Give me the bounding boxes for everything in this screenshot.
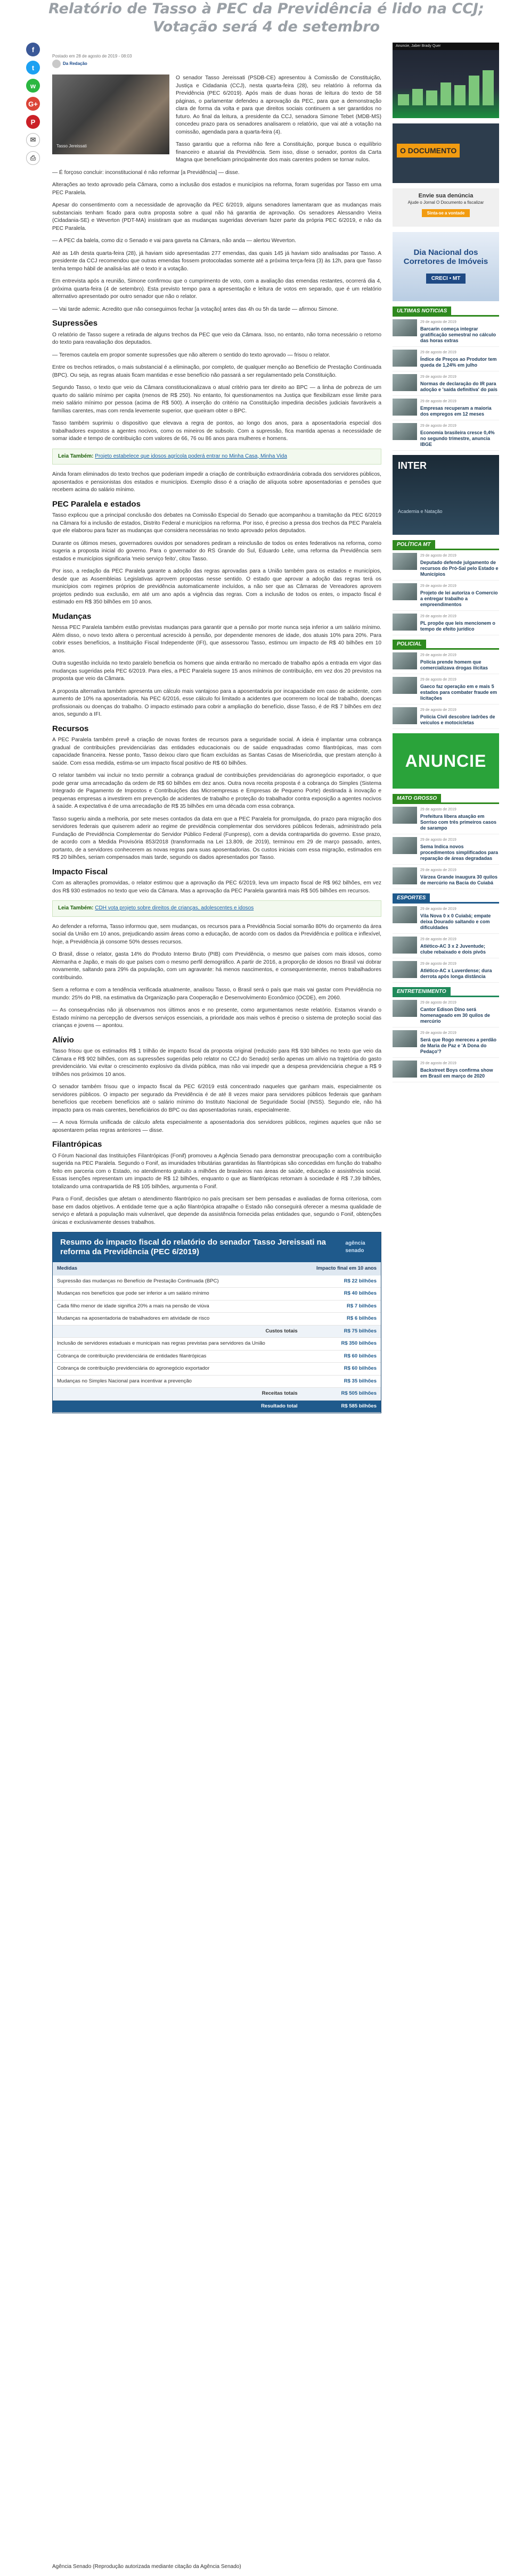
- twitter-share-icon[interactable]: t: [26, 61, 40, 74]
- row-value: R$ 350 bilhões: [302, 1338, 381, 1351]
- section-heading: Impacto Fiscal: [52, 867, 108, 876]
- paragraph: Outra sugestão incluída no texto paralelo beneficia os homens que ainda entrarão no mercado de trabalho após a entrada em vigor das mudanças sugeridas pela PEC 6/2019. Para eles, a PEC Paralela sugere 15 anos mínimos de contribuição, em vez dos 20 previstos na proposta que veio da Câmara.: [52, 660, 381, 682]
- section-heading: Alívio: [52, 1035, 74, 1045]
- news-title[interactable]: Deputado defende julgamento de recursos do Pró-Sal pelo Estado e Municípios: [420, 560, 499, 577]
- ad-banner[interactable]: ANUNCIE: [393, 733, 499, 789]
- row-label: Mudanças na aposentadoria de trabalhadores em atividade de risco: [53, 1313, 302, 1326]
- paragraph: O Fórum Nacional das Instituições Filantrópicas (Fonif) promoveu a Agência Senado para demonstrar preocupação com a contribuição sugerida na PEC Paralela. Segundo o Fonif, as imunidades tributárias garantidas às filantrópicas são concedidas em função do trabalho feito em parceria com o Estado, no atendimento gratuito a milhões de brasileiros nas áreas de saúde, educação e assistência social. Essas isenções representam um impacto de R$ 12 bilhões, enquanto o que as filantrópicas retornam à sociedade é R$ 7,39 bilhões, totalizando uma contrapartida de R$ 105 bilhões, argumenta o Fonif.: [52, 1153, 381, 1190]
- news-title[interactable]: Será que Rogo mereceu a perdão de Maria de Paz e 'A Dona do Pedaço'?: [420, 1037, 497, 1054]
- table-row: [53, 1338, 381, 1351]
- row-value: R$ 60 bilhões: [302, 1363, 381, 1376]
- news-item[interactable]: [393, 550, 499, 581]
- ad-banner[interactable]: [393, 123, 499, 183]
- news-thumbnail: [393, 1000, 417, 1017]
- news-thumbnail: [393, 707, 417, 724]
- news-thumbnail: [393, 399, 417, 416]
- paragraph: O relatório de Tasso sugere a retirada de alguns trechos da PEC que veio da Câmara. Isso, no entanto, não torna necessário o retorno do texto para reavaliação dos deputados.: [52, 332, 381, 345]
- ad-caption: Anuncie, Jaber Brady Quer: [393, 43, 499, 50]
- section-title: ESPORTES: [393, 893, 430, 902]
- paragraph: — As consequências não já observamos nos últimos anos e no presente, como argumentamos neste relatório. Estamos virando o Estado mínimo na percepção de diversos serviços essenciais, a prioridade aos mais velhos é preciso o sistema de proteção social das crianças e jovens — apontou.: [52, 1007, 381, 1029]
- related-label: Leia Também:: [58, 453, 94, 459]
- table-row: [53, 1313, 381, 1326]
- section-title: ENTRETENIMENTO: [393, 987, 451, 996]
- news-thumbnail: [393, 906, 417, 923]
- paragraph: Ao defender a reforma, Tasso informou que, sem mudanças, os recursos para a Previdência Social somarão 80% do orçamento da área social da União em 10 anos, prejudicando assim áreas como a educação, de acordo com os dados da Previdência e política e inflexível, hoje, a Previdência já consome 50% desses recursos.: [52, 923, 381, 945]
- total-label: Custos totais: [53, 1325, 302, 1338]
- author-avatar: [52, 60, 61, 68]
- section-title: MATO GROSSO: [393, 794, 441, 803]
- news-thumbnail: [393, 583, 417, 600]
- news-item[interactable]: [393, 674, 499, 705]
- paragraph: Por isso, a redação da PEC Paralela garante a adoção das regras aprovadas para a União também para os estados e municípios, desde que as Assembleias Legislativas aprovem propostas nesse sentido. O estado que aprovar a adoção das regras terá os municípios com regimes próprios de previdência automaticamente incluídos, a não ser que as Câmaras de Vereadores aprovem projetos pedindo sua exclusão, em até um ano após a vigência das regras. Com a inclusão de todos os entes, o impacto fiscal é estimado em R$ 350 bilhões em 10 anos.: [52, 568, 381, 605]
- post-meta: [52, 53, 132, 68]
- news-date: 29 de agosto de 2019: [420, 554, 456, 558]
- news-thumbnail: [393, 937, 417, 954]
- related-link-box[interactable]: [52, 900, 381, 917]
- whatsapp-share-icon[interactable]: w: [26, 79, 40, 93]
- photo-caption: Tasso Jereissati: [56, 143, 87, 148]
- column-header: Impacto final em 10 anos: [302, 1262, 381, 1275]
- total-value: R$ 75 bilhões: [302, 1325, 381, 1338]
- paragraph: Segundo Tasso, o texto que veio da Câmara constitucionalizava o atual critério para ter direito ao BPC — a linha de pobreza de um quarto do salário mínimo per capita (menos de R$ 250). No entanto, foi questionamentos na Justiça que flexibilizam esse limite para meio salário mínimo por pessoa (acima de R$ 500). A inserção do critério na Constituição impediria decisões judiciais favoráveis a famílias carentes, mas com renda levemente superior, que queiram obter o BPC.: [52, 385, 381, 414]
- result-label: Resultado total: [53, 1400, 302, 1413]
- news-item[interactable]: [393, 904, 499, 934]
- politics-section: [393, 540, 499, 635]
- news-item[interactable]: [393, 317, 499, 347]
- paragraph: Em entrevista após a reunião, Simone confirmou que o cumprimento de voto, com a avaliação das emendas restantes, ocorrerá dia 4, próxima quarta-feira (4 de setembro). Esta previsto tempo para a apresentação e leitura de votos em separado, que é um relatório alternativo apresentado por outro senador que não o relator.: [52, 278, 381, 300]
- news-title[interactable]: Projeto de lei autoriza o Comercio a entregar trabalho a empreendimentos: [420, 590, 498, 607]
- news-date: 29 de agosto de 2019: [420, 653, 456, 657]
- news-date: 29 de agosto de 2019: [420, 938, 456, 941]
- row-label: Mudanças no Simples Nacional para incentivar a prevenção: [53, 1375, 302, 1388]
- news-date: 29 de agosto de 2019: [420, 584, 456, 588]
- news-thumbnail: [393, 1030, 417, 1047]
- news-date: 29 de agosto de 2019: [420, 808, 456, 811]
- news-item[interactable]: [393, 1058, 499, 1082]
- article-body: [52, 74, 381, 1420]
- paragraph: — A nova fórmula unificada de cálculo afeta especialmente a aposentadoria dos servidores públicos, regimes aqueles que não se aposentarem pelas regras anteriores — disse.: [52, 1120, 381, 1133]
- row-value: R$ 60 bilhões: [302, 1350, 381, 1363]
- ad-title: Envie sua denúncia: [418, 193, 474, 199]
- news-item[interactable]: [393, 934, 499, 958]
- news-item[interactable]: [393, 611, 499, 635]
- paragraph: Durante os últimos meses, governadores ouvidos por senadores pediram a reinclusão de todos os entes federativos na reforma, como sugeria a proposta inicial do governo. Para o governador do RS Grande do Sul, Eduardo Leite, uma reforma da Previdência sem estados e municípios significaria 'meio serviço feito', citou Tasso.: [52, 540, 381, 562]
- related-link[interactable]: Projeto estabelece que idosos agrícola poderá entrar no Minha Casa, Minha Vida: [95, 453, 287, 459]
- section-title: POLÍTICA MT: [393, 540, 435, 549]
- news-date: 29 de agosto de 2019: [420, 351, 456, 354]
- news-item[interactable]: [393, 705, 499, 729]
- result-row: [53, 1400, 381, 1413]
- news-thumbnail: [393, 652, 417, 669]
- ad-title: INTER: [398, 460, 427, 471]
- table-row: [53, 1363, 381, 1376]
- paragraph: Tasso também suprimiu o dispositivo que elevava a regra de pontos, ao longo dos anos, para a aposentadoria especial dos trabalhadores expostos a agentes nocivos, como os mineiros de subsolo. Com a supressão, fica mantida apenas a necessidade de somar idade e tempo de contribuição com valores de 66, 76 ou 86 anos para mulheres e homens.: [52, 420, 381, 442]
- row-label: Cobrança de contribuição previdenciária de entidades filantrópicas: [53, 1350, 302, 1363]
- section-heading: Supressões: [52, 319, 98, 328]
- table-row: [53, 1275, 381, 1288]
- news-thumbnail: [393, 1061, 417, 1078]
- entertainment-section: [393, 987, 499, 1082]
- news-thumbnail: [393, 677, 417, 694]
- print-icon[interactable]: ⎙: [26, 151, 40, 165]
- row-value: R$ 7 bilhões: [302, 1300, 381, 1313]
- result-value: R$ 585 bilhões: [302, 1400, 381, 1413]
- news-title[interactable]: Barcarin começa integrar gratificação semestral no cálculo das horas extras: [420, 326, 496, 343]
- news-title[interactable]: Índice de Preços ao Produtor tem queda de 1,24% em julho: [420, 357, 497, 368]
- related-link[interactable]: CDH vota projeto sobre direitos de crianças, adolescentes e idosos: [95, 905, 254, 911]
- paragraph: — A PEC da balela, como diz o Senado e vai para gaveta na Câmara, não anda — alertou Weverton.: [52, 238, 296, 244]
- news-date: 29 de agosto de 2019: [420, 1001, 456, 1005]
- news-item[interactable]: [393, 865, 499, 889]
- latest-news-section: [393, 307, 499, 451]
- mato-grosso-section: [393, 794, 499, 889]
- paragraph: Entre os trechos retirados, o mais substancial é a eliminação, por completo, de qualquer menção ao Benefício de Prestação Continuada (BPC). Ou seja, as regras atuais ficam mantidas e esse benefício não passará a ser regulamentado pela Constituição.: [52, 365, 381, 378]
- sidebar: [393, 43, 499, 1087]
- paragraph: Apesar do consentimento com a necessidade de aprovação da PEC 6/2019, alguns senadores lamentaram que as mudanças mais substanciais tenham ficado para outra proposta sobre a qual não há garantia de aprovação. Os senadores Alessandro Vieira (Cidadania-SE) e Weverton (PDT-MA) insistiram que as mudanças sugeridas deveriam fazer parte da própria PEC 6/2019, e não da PEC Paralela.: [52, 202, 381, 231]
- section-heading: PEC Paralela e estados: [52, 499, 141, 509]
- news-thumbnail: [393, 837, 417, 854]
- news-title[interactable]: PL propõe que leis mencionem o tempo de efeito jurídico: [420, 620, 495, 632]
- table-row: [53, 1288, 381, 1301]
- paragraph: Sem a reforma e com a tendência verificada atualmente, analisou Tasso, o Brasil será o país que mais vai gastar com Previdência no mundo: 25% do PIB, na estimativa da Organização para Cooperação e Desenvolvimento Econômico (OCDE), em 2060.: [52, 987, 381, 1001]
- googleplus-share-icon[interactable]: G+: [26, 97, 40, 111]
- news-title[interactable]: Empresas recuperam a maioria dos empregos em 12 meses: [420, 405, 492, 417]
- article-headline: Relatório de Tasso à PEC da Previdência é lido na CCJ; Votação será 4 de setembro: [48, 1, 484, 35]
- brand-logo: O DOCUMENTO: [397, 144, 460, 158]
- paragraph: — Teremos cautela em propor somente supressões que não alterem o sentido do texto aprovado — frisou o relator.: [52, 352, 330, 358]
- paragraph: O relator também vai incluir no texto permitir a cobrança gradual de contribuições previdenciárias do agronegócio exportador, o que pode gerar uma arrecadação da ordem de R$ 60 bilhões em dez anos. Outra nova receita proposta é a cobrança do Simples (Sistema Integrado de Pagamento de Impostos e Contribuições das Microempresas e Empresas de Pequeno Porte) destinada à inovação e pequenas empresas a investirem em prevenção de acidentes de trabalho e proteção do trabalhador contra exposição a agentes nocivos à saúde. A expectativa é de uma arrecadação de R$ 35 bilhões em uma década com essa cobrança.: [52, 773, 381, 809]
- news-title[interactable]: Economia brasileira cresce 0,4% no segundo trimestre, anuncia IBGE: [420, 430, 495, 447]
- news-title[interactable]: Atlético-AC 3 x 2 Juventude; clube rebaixado e dois pivôs: [420, 943, 486, 955]
- police-section: [393, 640, 499, 729]
- fiscal-impact-infographic: [52, 1232, 381, 1413]
- news-date: 29 de agosto de 2019: [420, 375, 456, 379]
- news-date: 29 de agosto de 2019: [420, 424, 456, 428]
- news-thumbnail: [393, 961, 417, 978]
- news-thumbnail: [393, 553, 417, 570]
- news-title[interactable]: Sema Indica novos procedimentos simplificados para reparação de áreas degradadas: [420, 844, 499, 861]
- email-share-icon[interactable]: ✉: [26, 133, 40, 147]
- agency-logo: agência senado: [345, 1240, 365, 1254]
- news-date: 29 de agosto de 2019: [420, 907, 456, 911]
- news-thumbnail: [393, 614, 417, 631]
- news-item[interactable]: [393, 650, 499, 674]
- total-row: [53, 1325, 381, 1338]
- paragraph: A proposta alternativa também apresenta um cálculo mais vantajoso para a aposentadoria por incapacidade em caso de acidente, com aumento de 10% na aposentadoria. Na PEC 6/2016, esse cálculo foi limitado a acidentes que ocorrerem no local de trabalho, doenças profissionais ou doenças do trabalho. O impacto estimado para cobrir a ampliação do benefício, disse Tasso, é de R$ 7 bilhões em dez anos, segundo a IFI.: [52, 688, 381, 717]
- paragraph: Tasso frisou que os estimados R$ 1 trilhão de impacto fiscal da proposta original (reduzido para R$ 930 bilhões no texto que veio da Câmara e R$ 902 bilhões, com as supressões sugeridas pelo relator no CCJ do Senado) serão apenas um alívio na trajetória do gasto previdenciário. Vai evitar o crescimento explosivo da dívida pública, mas não vai impedir que a despesa previdenciária chegue a R$ 9 trilhões nos próximos 10 anos.: [52, 1048, 381, 1078]
- news-date: 29 de agosto de 2019: [420, 320, 456, 324]
- news-title[interactable]: Gaeco faz operação em e mais 5 estados para combater fraude em licitações: [420, 684, 497, 701]
- news-thumbnail: [393, 374, 417, 391]
- paragraph: O senador também frisou que o impacto fiscal da PEC 6/2019 está concentrado naqueles que ganham mais, especialmente os servidores públicos. O impacto per segurado da Previdência é de até 8 vezes maior para servidores públicos federais que ganham benefícios que recebem benefícios até o salário mínimo do Instituto Nacional de Seguridade Social (INSS). Segundo ele, não há impacto para os mais carentes, beneficiários do BPC ou das aposentadorias rurais, especialmente.: [52, 1084, 381, 1113]
- section-heading: Mudanças: [52, 611, 92, 621]
- news-item[interactable]: [393, 1028, 499, 1058]
- infographic-header: [53, 1232, 381, 1262]
- news-date: 29 de agosto de 2019: [420, 838, 456, 842]
- news-item[interactable]: [393, 371, 499, 396]
- paragraph: Tasso explicou que a principal conclusão dos debates na Comissão Especial do Senado que acompanhou a tramitação da PEC 6/2019 na Câmara foi a inclusão de estados, Distrito Federal e municípios na reforma. Por isso, é preciso a pressa dos trechos da PEC Paralela que ele elaborou para fazer as mudanças que considera necessárias no texto aprovado pelos deputados.: [52, 512, 381, 534]
- ad-banner[interactable]: [393, 232, 499, 301]
- news-date: 29 de agosto de 2019: [420, 708, 456, 712]
- news-thumbnail: [393, 350, 417, 367]
- paragraph: A PEC Paralela também prevê a criação de novas fontes de recursos para a seguridade social. A ideia é implantar uma cobrança gradual de contribuições previdenciárias das entidades educacionais ou de saúde enquadradas como filantrópicas, mas com capacidade financeira. Nesse ponto, Tasso deixou claro que ficam excluídas as Santas Casas de Misericórdia, que prestam atenção à saúde. Com essa medida, estima-se um impacto fiscal positivo de R$ 60 bilhões.: [52, 737, 381, 766]
- news-date: 29 de agosto de 2019: [420, 1062, 456, 1065]
- table-row: [53, 1350, 381, 1363]
- news-item[interactable]: [393, 834, 499, 865]
- news-thumbnail: [393, 867, 417, 884]
- post-date: Postado em 28 de agosto de 2019 - 08:03: [52, 54, 132, 59]
- section-title: POLICIAL: [393, 640, 426, 649]
- news-title[interactable]: Polícia Civil descobre ladrões de veículos e motocicletas: [420, 714, 495, 725]
- news-thumbnail: [393, 423, 417, 440]
- ad-button[interactable]: Sinta-se a vontade: [422, 209, 470, 217]
- news-item[interactable]: [393, 958, 499, 983]
- section-heading: Filantrópicas: [52, 1140, 102, 1149]
- ad-banner[interactable]: [393, 43, 499, 118]
- related-link-box[interactable]: [52, 449, 381, 465]
- paragraph: Até as 14h desta quarta-feira (28), já haviam sido apresentadas 277 emendas, das quais 145 já haviam sido analisadas por Tasso. A presidente da CCJ recomendou que outras emendas fossem protocoladas somente até a próxima terça-feira (3) às 12h, para que Tasso tenha tempo hábil de analisá-las até o texto ir a votação.: [52, 250, 381, 272]
- news-title[interactable]: Polícia prende homem que comercializava drogas ilícitas: [420, 659, 488, 670]
- news-date: 29 de agosto de 2019: [420, 962, 456, 966]
- news-title[interactable]: Prefeitura libera atuação em Sorriso com três primeiros casos de sarampo: [420, 814, 497, 831]
- paragraph: O Brasil, disse o relator, gasta 14% do Produto Interno Bruto (PIB) com Previdência, o mesmo que países com mais idosos, como Alemanha e Japão, e mais do que países com o mesmo perfil demográfico. A partir de 2016, a proporção de idosos no Brasil vai dobrar novamente, saltando para 29% da população, com um agravante: há menos nascimentos, e consequentemente, menos trabalhadores contribuindo.: [52, 951, 381, 981]
- impact-table: [53, 1262, 381, 1413]
- paragraph: Tasso garantiu que a reforma não fere a Constituição, porque busca o equilíbrio financeiro e atuarial da Previdência. Sem isso, disse o senador, pontos da Carta Magna que beneficiam principalmente dos mais carentes podem se tornar nulos.: [176, 142, 381, 163]
- row-value: R$ 40 bilhões: [302, 1288, 381, 1301]
- row-value: R$ 35 bilhões: [302, 1375, 381, 1388]
- paragraph: Com as alterações promovidas, o relator estimou que a aprovação da PEC 6/2019, leva um impacto fiscal de R$ 962 bilhões, em vez dos R$ 930 estimados no texto que veio da Câmara. Mas a aprovação da PEC Paralela garantirá mais R$ 505 bilhões em recursos.: [52, 880, 381, 894]
- infographic-title: Resumo do impacto fiscal do relatório do senador Tasso Jereissati na reforma da Previdência (PEC 6/2019): [60, 1238, 327, 1256]
- news-item[interactable]: [393, 997, 499, 1028]
- news-item[interactable]: [393, 804, 499, 834]
- ad-chart-graphic: [398, 68, 494, 105]
- share-bar: [23, 43, 43, 169]
- news-thumbnail: [393, 319, 417, 336]
- ad-subtitle: Ajude o Jornal O Documento a fiscalizar: [407, 200, 484, 205]
- news-item[interactable]: [393, 420, 499, 451]
- ad-title: Dia Nacional dos Corretores de Imóveis: [403, 248, 488, 266]
- news-title[interactable]: Normas de declaração do IR para adoção e 'saída definitiva' do país: [420, 381, 497, 392]
- ad-banner[interactable]: [393, 455, 499, 535]
- table-row: [53, 1300, 381, 1313]
- ad-banner[interactable]: [393, 188, 499, 227]
- row-value: R$ 6 bilhões: [302, 1313, 381, 1326]
- total-value: R$ 505 bilhões: [302, 1388, 381, 1401]
- paragraph: Para o Fonif, decisões que afetam o atendimento filantrópico no país precisam ser bem pensadas e avaliadas de forma criteriosa, com base em dados objetivos. A entidade teme que a ação filantrópica atrapalhe o Estado não conseguirá oferecer a mesma qualidade de serviço e afetará a população mais vulnerável, que depende da assistência fornecida pelas entidades que, segundo o Fonif, obtenções únicas e exclusivamente desses trabalhos.: [52, 1196, 381, 1225]
- paragraph: Nessa PEC Paralela também estão previstas mudanças para garantir que a pensão por morte nunca seja inferior a um salário mínimo. Além disso, o novo texto altera o percentual acrescido à pensão, por dependente menores de idade, dos atuais 10% para 20%. Para cobrir esses benefícios, a Instituição Fiscal Independente (IFI), que assessorou Tasso, estimou um impacto de R$ 40 bilhões em 10 anos.: [52, 625, 381, 654]
- paragraph: Tasso sugeriu ainda a melhoria, por sete meses contados da data em que a PEC Paralela for promulgada, do prazo para migração dos servidores federais que quiserem aderir ao regime de previdência complementar dos servidores públicos federais, administrado pela Fundação de Previdência Complementar do Servidor Público Federal (Funpresp), com a devida contrapartida do governo. Esse prazo, de acordo com a Medida Provisória 853/2018 (transformada na Lei 13.809, de 2019), terminou em 29 de março passado, antes, portanto, de a servidores conhecerem as novas regras para suas aposentadorias. Os custos iniciais com essa migração, estimados em R$ 20 bilhões, seriam compensados mais tarde, segundo os dados apresentados por Tasso.: [52, 816, 381, 860]
- news-title[interactable]: Vila Nova 0 x 0 Cuiabá; empate deixa Dourado saltando e com dificuldades: [420, 913, 491, 930]
- section-heading: Recursos: [52, 724, 89, 733]
- news-item[interactable]: [393, 581, 499, 611]
- article-photo: [52, 74, 169, 154]
- news-item[interactable]: [393, 396, 499, 420]
- section-title: ULTIMAS NOTICIAS: [393, 307, 451, 316]
- pinterest-share-icon[interactable]: P: [26, 115, 40, 129]
- news-thumbnail: [393, 807, 417, 824]
- news-title[interactable]: Cantor Edison Dino será homenageado em 30 quilos de mercúrio: [420, 1007, 491, 1024]
- row-value: R$ 22 bilhões: [302, 1275, 381, 1288]
- table-row: [53, 1375, 381, 1388]
- row-label: Mudanças nos benefícios que pode ser inferior a um salário mínimo: [53, 1288, 302, 1301]
- paragraph: — Vai tarde ademic. Acredito que não conseguimos fechar [a votação] antes das 4h ou 5h da tarde — afirmou Simone.: [52, 306, 339, 312]
- news-date: 29 de agosto de 2019: [420, 678, 456, 682]
- facebook-share-icon[interactable]: f: [26, 43, 40, 56]
- related-label: Leia Também:: [58, 905, 94, 911]
- row-label: Cobrança de contribuição previdenciária do agronegócio exportador: [53, 1363, 302, 1376]
- news-item[interactable]: [393, 347, 499, 371]
- row-label: Cada filho menor de idade significa 20% a mais na pensão de viúva: [53, 1300, 302, 1313]
- ad-subtitle: Academia e Natação: [398, 509, 443, 514]
- footer-note: Agência Senado (Reprodução autorizada mediante citação da Agência Senado): [52, 2564, 241, 2570]
- news-title[interactable]: Atlético-AC x Luverdense; dura derrota após longa distância: [420, 968, 492, 979]
- paragraph: — É forçoso concluir: inconstitucional é não reformar [a Previdência] — disse.: [52, 169, 240, 176]
- ad-brand: CRECI • MT: [426, 274, 466, 284]
- paragraph: Alterações ao texto aprovado pela Câmara, como a inclusão dos estados e municípios na reforma, foram sugeridas por Tasso em uma PEC Paralela.: [52, 182, 381, 196]
- total-label: Receitas totais: [53, 1388, 302, 1401]
- row-label: Supressão das mudanças no Benefício de Prestação Continuada (BPC): [53, 1275, 302, 1288]
- paragraph: Ainda foram eliminados do texto trechos que poderiam impedir a criação de contribuição extraordinária cobrada dos servidores públicos, aposentados e pensionistas dos estados e municípios. Exemplo disso é a criação de alíquota sobre aposentadorias e pensões que recebem acima do salário mínimo.: [52, 471, 381, 493]
- column-header: Medidas: [53, 1262, 302, 1275]
- news-date: 29 de agosto de 2019: [420, 400, 456, 403]
- news-date: 29 de agosto de 2019: [420, 615, 456, 618]
- news-title[interactable]: Backstreet Boys confirma show em Brasil em março de 2020: [420, 1067, 493, 1079]
- row-label: Inclusão de servidores estaduais e municipais nas regras previstas para servidores da União: [53, 1338, 302, 1351]
- paragraph: O senador Tasso Jereissati (PSDB-CE) apresentou à Comissão de Constituição, Justiça e Cidadania (CCJ), nesta quarta-feira (28), seu relatório à reforma da Previdência (PEC 6/2019). Após mais de duas horas de leitura do texto de 58 páginas, o parlamentar defendeu a aprovação da PEC, para que a demonstração clara de forma da volta e para que direitos sociais continuem a ser garantidos no futuro. Ao final da leitura, a presidente da CCJ, senadora Simone Tebet (MDB-MS) concedeu prazo para os senadores analisarem o relatório, que vai até a votação na comissão, agendada para a quarta-feira (4).: [176, 75, 381, 135]
- news-title[interactable]: Várzea Grande inaugura 30 quilos de mercúrio na Bacia do Cuiabá: [420, 874, 498, 885]
- post-author: Da Redação: [63, 61, 87, 67]
- sports-section: [393, 893, 499, 983]
- news-date: 29 de agosto de 2019: [420, 868, 456, 872]
- news-date: 29 de agosto de 2019: [420, 1031, 456, 1035]
- total-row: [53, 1388, 381, 1401]
